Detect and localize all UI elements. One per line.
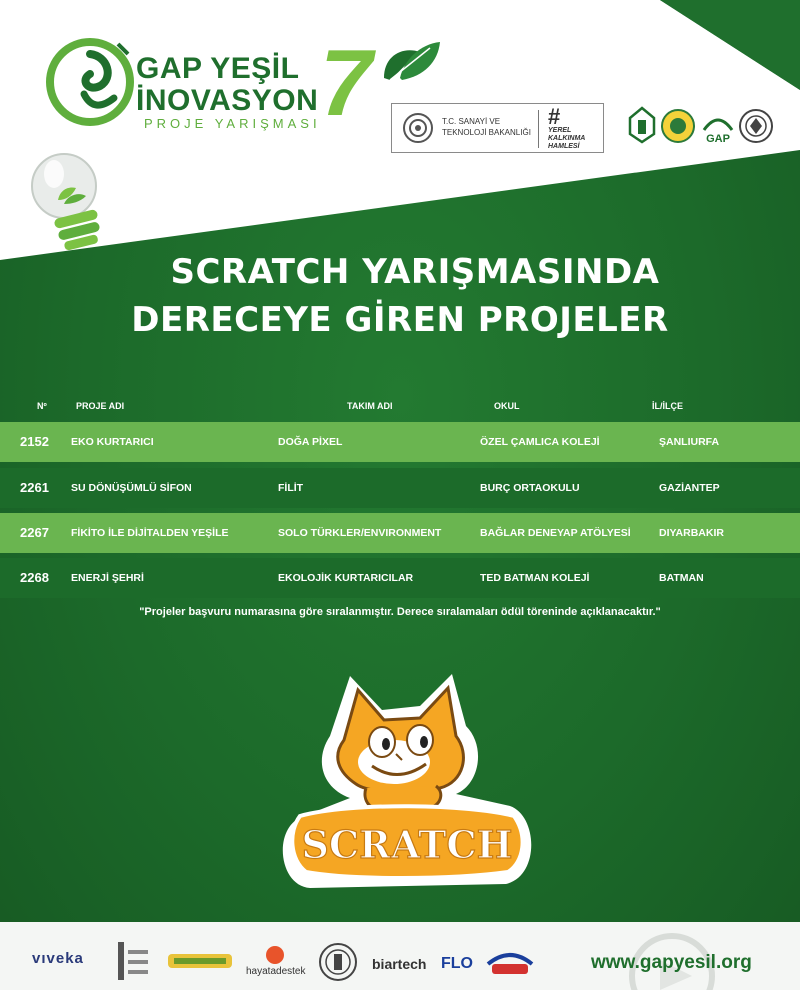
project-name: FİKİTO İLE DİJİTALDEN YEŞİLE <box>71 527 229 539</box>
column-header-no: Nº <box>37 401 47 411</box>
scratch-cat-logo <box>270 666 540 896</box>
biartech-logo: biartech <box>372 956 427 972</box>
page-title-line1: SCRATCH YARIŞMASINDA <box>170 252 660 292</box>
project-number: 2152 <box>20 434 49 449</box>
city-name: GAZİANTEP <box>659 482 720 494</box>
organization-seal-icon <box>658 104 698 150</box>
viveka-logo: vıveka <box>32 950 84 967</box>
school-name: ÖZEL ÇAMLICA KOLEJİ <box>480 436 600 448</box>
school-name: BURÇ ORTAOKULU <box>480 482 580 494</box>
hash-line2: KALKINMA <box>548 135 586 142</box>
column-header-team: TAKIM ADI <box>347 401 393 411</box>
column-header-city: İL/İLÇE <box>652 401 683 411</box>
flo-logo: FLO <box>441 955 473 972</box>
hash-line1: YEREL <box>548 127 572 134</box>
seal-logo-icon <box>318 942 358 982</box>
page-title-line2: DERECEYE GİREN PROJELER <box>131 300 669 340</box>
team-name: FİLİT <box>278 482 304 494</box>
university-logo-icon <box>622 104 662 150</box>
scratch-wordmark: SCRATCH <box>301 822 513 867</box>
ministry-line2: TEKNOLOJİ BAKANLIĞI <box>442 128 531 137</box>
school-name: TED BATMAN KOLEJİ <box>480 572 590 584</box>
logo-subtitle: PROJE YARIŞMASI <box>144 116 321 131</box>
table-row <box>0 558 800 598</box>
light-bulb-icon <box>24 146 114 256</box>
ministry-line1: T.C. SANAYİ VE <box>442 117 501 126</box>
education-directorate-seal-icon <box>736 104 776 150</box>
ministry-name <box>442 116 531 138</box>
team-name: SOLO TÜRKLER/ENVIRONMENT <box>278 527 442 539</box>
column-header-school: OKUL <box>494 401 520 411</box>
hayata-destek-icon <box>262 944 288 966</box>
website-link[interactable]: www.gapyesil.org <box>591 952 752 973</box>
table-row <box>0 468 800 508</box>
svg-text:GAP: GAP <box>706 133 730 145</box>
hayata-destek-logo: hayatadestek <box>246 966 306 977</box>
logo-title-line2: İNOVASYON <box>136 84 319 117</box>
logo-title-line1: GAP YEŞİL <box>136 52 300 85</box>
hash-symbol: # <box>548 104 561 129</box>
ministry-emblem-icon <box>402 112 434 144</box>
play-icon <box>626 26 670 70</box>
yerel-kalkinma-hamlesi <box>548 104 586 151</box>
project-name: SU DÖNÜŞÜMLÜ SİFON <box>71 482 192 494</box>
g-leaf-icon <box>44 36 136 128</box>
project-name: EKO KURTARICI <box>71 436 154 448</box>
ministry-sponsor-box <box>391 103 604 153</box>
team-name: DOĞA PİXEL <box>278 436 343 448</box>
project-number: 2261 <box>20 480 49 495</box>
project-number: 2267 <box>20 525 49 540</box>
city-name: BATMAN <box>659 572 704 584</box>
table-row <box>0 513 800 553</box>
teknofest-logo-icon <box>484 944 536 980</box>
partner-logo-icon <box>116 938 150 984</box>
ranking-note: "Projeler başvuru numarasına göre sıralanmıştır. Derece sıralamaları ödül töreninde açıklanacaktır." <box>139 606 661 618</box>
column-header-project: PROJE ADI <box>76 401 125 411</box>
edition-number: 7 <box>320 30 373 135</box>
gap-logo-icon <box>698 104 738 150</box>
hash-line3: HAMLESİ <box>548 143 580 150</box>
project-number: 2268 <box>20 570 49 585</box>
sponsor-divider <box>538 110 539 148</box>
leaf-icon <box>380 38 442 84</box>
project-name: ENERJİ ŞEHRİ <box>71 572 144 584</box>
school-name: BAĞLAR DENEYAP ATÖLYESİ <box>480 527 631 539</box>
tech-contest-logo-icon <box>166 950 234 972</box>
team-name: EKOLOJİK KURTARICILAR <box>278 572 414 584</box>
gap-yesil-logo <box>44 30 373 140</box>
city-name: ŞANLIURFA <box>659 436 720 448</box>
city-name: DIYARBAKIR <box>659 527 724 539</box>
table-row <box>0 422 800 462</box>
